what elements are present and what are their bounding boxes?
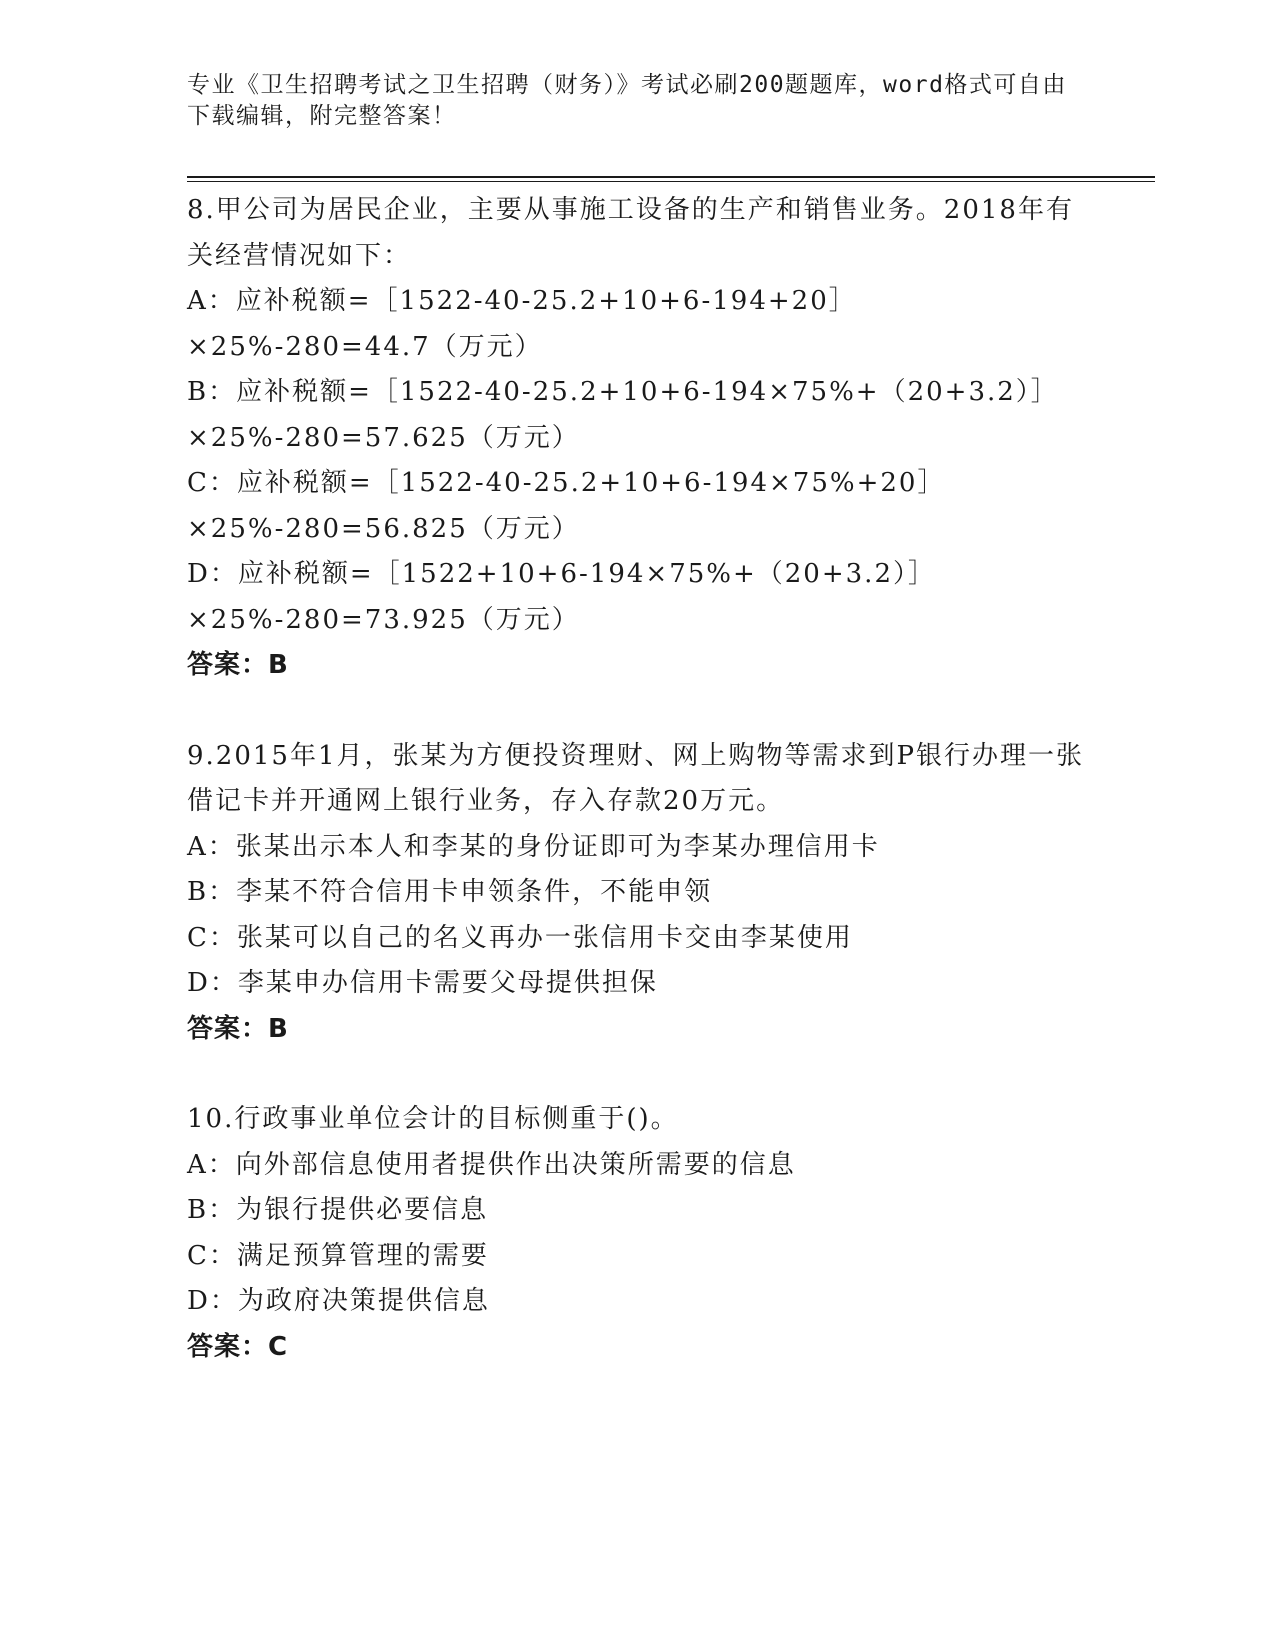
option-c: C：满足预算管理的需要 [187, 1240, 489, 1271]
document-header: 专业《卫生招聘考试之卫生招聘（财务）》考试必刷200题题库，word格式可自由下载编辑，附完整答案！ [187, 72, 1067, 129]
document-page [187, 70, 1087, 132]
option-b: B：应补税额=［1522-40-25.2+10+6-194×75%+（20+3.2）］×25%-280=57.625（万元） [187, 377, 1059, 453]
question-stem: 9.2015年1月，张某为方便投资理财、网上购物等需求到P银行办理一张借记卡并开通网上银行业务，存入存款20万元。 [187, 740, 1085, 816]
question-item [187, 734, 1087, 1053]
option-d: D：李某申办信用卡需要父母提供担保 [187, 968, 658, 998]
question-list [187, 188, 1087, 1415]
header-divider [187, 176, 1155, 182]
answer-line: 答案：B [187, 650, 289, 680]
question-stem: 10.行政事业单位会计的目标侧重于()。 [187, 1104, 679, 1134]
answer-line: 答案：B [187, 1013, 289, 1044]
option-c: C：应补税额=［1522-40-25.2+10+6-194×75%+20］×25%-280=56.825（万元） [187, 468, 946, 544]
option-c: C：张某可以自己的名义再办一张信用卡交由李某使用 [187, 922, 853, 953]
option-d: D：应补税额=［1522+10+6-194×75%+（20+3.2）］×25%-280=73.925（万元） [187, 559, 936, 635]
divider-thin-line [187, 181, 1155, 182]
option-a: A：张某出示本人和李某的身份证即可为李某办理信用卡 [187, 831, 880, 862]
option-b: B：李某不符合信用卡申领条件，不能申领 [187, 877, 713, 907]
option-a: A：应补税额=［1522-40-25.2+10+6-194+20］×25%-280=44.7（万元） [187, 286, 857, 362]
option-b: B：为银行提供必要信息 [187, 1195, 489, 1225]
question-stem: 8.甲公司为居民企业，主要从事施工设备的生产和销售业务。2018年有关经营情况如下： [187, 195, 1074, 271]
question-item [187, 1097, 1087, 1370]
option-a: A：向外部信息使用者提供作出决策所需要的信息 [187, 1149, 796, 1180]
question-item [187, 188, 1087, 689]
option-d: D：为政府决策提供信息 [187, 1286, 490, 1316]
answer-line: 答案：C [187, 1331, 289, 1362]
